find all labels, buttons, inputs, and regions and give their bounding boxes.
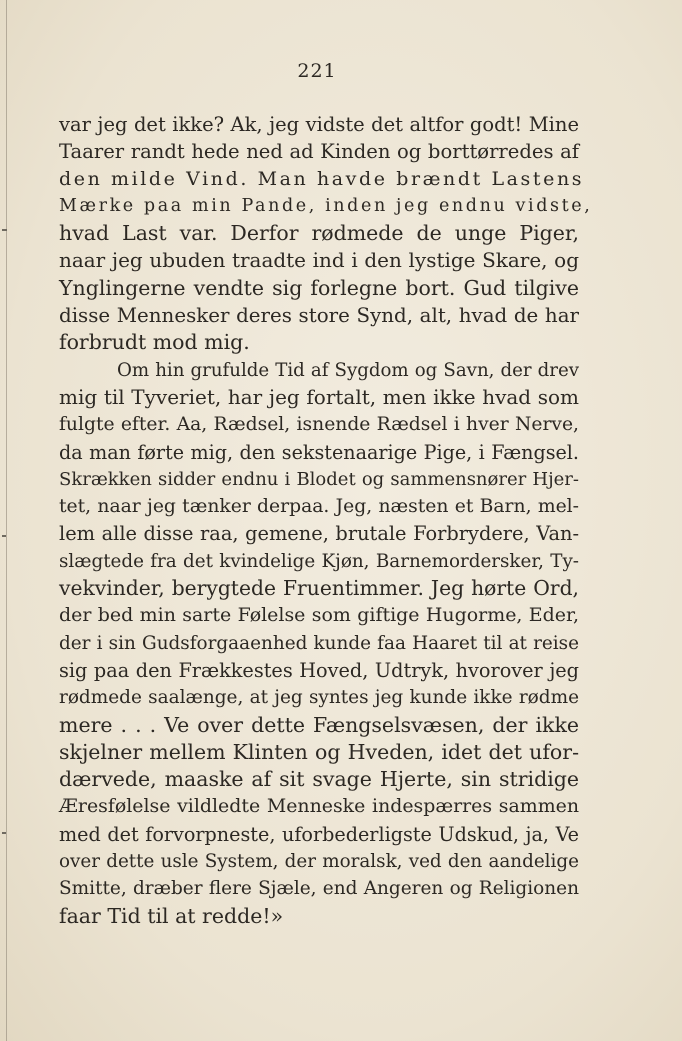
text-line: dærvede, maaske af sit svage Hjerte, sin stridige <box>59 767 579 792</box>
text-line: tet, naar jeg tænker derpaa. Jeg, næsten et Barn, mel- <box>59 496 579 518</box>
text-line: rødmede saalænge, at jeg syntes jeg kunde ikke rødme <box>59 687 579 709</box>
text-line: Ynglingerne vendte sig forlegne bort. Gud tilgive <box>59 275 579 300</box>
text-line: der bed min sarte Følelse som giftige Hugorme, Eder, <box>59 604 579 627</box>
text-line: mere . . . Ve over dette Fængselsvæsen, der ikke <box>59 712 579 737</box>
text-line: Skrækken sidder endnu i Blodet og sammensnører Hjer- <box>59 468 579 490</box>
page-number: 221 <box>297 60 337 82</box>
text-line: med det forvorpneste, uforbederligste Udskud, ja, Ve <box>59 822 579 846</box>
text-line: den milde Vind. Man havde brændt Lastens <box>59 167 585 190</box>
text-line: slægtede fra det kvindelige Kjøn, Barnemordersker, Ty- <box>59 550 579 572</box>
text-line: da man førte mig, den sekstenaarige Pige, i Fængsel. <box>59 440 579 464</box>
margin-mark <box>2 832 6 834</box>
text-line: forbrudt mod mig. <box>59 330 250 355</box>
page-edge-line <box>6 0 7 1041</box>
text-line: lem alle disse raa, gemene, brutale Forbrydere, Van- <box>59 522 579 546</box>
body-text <box>59 111 593 930</box>
text-line: vekvinder, berygtede Fruentimmer. Jeg hørte Ord, <box>59 576 579 601</box>
text-line: hvad Last var. Derfor rødmede de unge Piger, <box>59 221 579 246</box>
margin-mark <box>2 229 7 231</box>
text-line: Taarer randt hede ned ad Kinden og borttørredes af <box>59 140 579 164</box>
text-line: over dette usle System, der moralsk, ved den aandelige <box>59 851 579 873</box>
text-line: mig til Tyveriet, har jeg fortalt, men ikke hvad som <box>59 384 579 409</box>
text-line: naar jeg ubuden traadte ind i den lystige Skare, og <box>59 248 579 273</box>
text-line: fulgte efter. Aa, Rædsel, isnende Rædsel i hver Nerve, <box>59 414 579 436</box>
text-line: Æresfølelse vildledte Menneske indespærres sammen <box>59 795 579 818</box>
text-line: sig paa den Frækkestes Hoved, Udtryk, hvorover jeg <box>59 658 579 682</box>
text-line: disse Mennesker deres store Synd, alt, hvad de har <box>59 304 579 328</box>
text-line: der i sin Gudsforgaaenhed kunde faa Haaret til at reise <box>59 632 579 654</box>
text-line: skjelner mellem Klinten og Hveden, idet det ufor- <box>59 739 579 764</box>
text-line: Mærke paa min Pande, inden jeg endnu vidste, <box>59 195 593 216</box>
text-line: var jeg det ikke? Ak, jeg vidste det altfor godt! Mine <box>59 113 579 136</box>
margin-mark <box>2 535 6 537</box>
text-line: Om hin grufulde Tid af Sygdom og Savn, der drev <box>117 359 579 381</box>
text-line: Smitte, dræber flere Sjæle, end Angeren og Religionen <box>59 878 579 900</box>
text-line: faar Tid til at redde!» <box>59 903 284 928</box>
